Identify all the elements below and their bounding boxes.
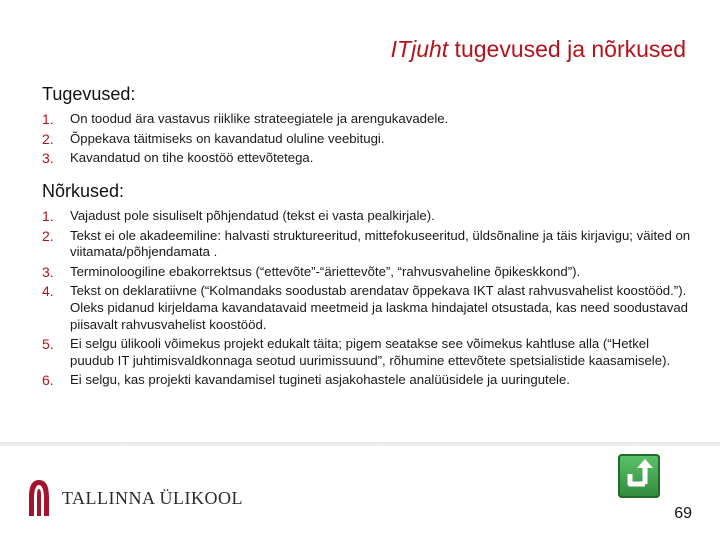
list-item [42,283,692,333]
weaknesses-list [42,208,692,392]
footer-divider [0,442,720,446]
item-text: Tekst on deklaratiivne (“Kolmandaks soodustab arendatav õppekava IKT alast rahvusvahelist koostööd.”). Oleks pidanud kirjeldama kavandatavaid meetmeid ja laskma hindajatel otsustada, kas need soodustavad piisavalt rahvusvahelist koostööd. [70,283,688,332]
item-text: Ei selgu, kas projekti kavandamisel tugineti asjakohastele analüüsidele ja uuringutele. [70,372,570,388]
return-button[interactable] [618,454,660,498]
item-text: Terminoloogiline ebakorrektsus (“ettevõte”-“äriettevõte”, “rahvusvaheline õpikeskkond”). [70,263,581,279]
item-number: 2. [42,227,54,244]
list-item [42,228,692,261]
item-number: 1. [42,111,54,127]
slide-title-italic: ITjuht [390,36,449,62]
item-text: Tekst ei ole akadeemiline: halvasti struktureeritud, mittefokuseeritud, üldsõnaline ja täis kirjavigu; väited on viitamata/põhjendamata . [70,227,691,260]
slide-title-rest: tugevused ja nõrkused [448,36,686,62]
university-logo [24,476,274,524]
strengths-list [42,111,692,170]
item-number: 3. [42,150,54,167]
item-text: Kavandatud on tihe koostöö ettevõtetega. [70,150,314,166]
list-item [42,264,692,281]
page-number: 69 [674,505,692,522]
list-item [42,150,692,167]
item-text: Õppekava täitmiseks on kavandatud oluline veebitugi. [70,130,385,146]
weaknesses-heading: Nõrkused: [42,181,125,201]
item-text: Vajadust pole sisuliselt põhjendatud (tekst ei vasta pealkirjale). [70,208,435,223]
strengths-heading: Tugevused: [42,84,136,104]
item-number: 6. [42,372,54,389]
item-text: On toodud ära vastavus riiklike strateegiatele ja arengukavadele. [70,111,449,126]
list-item [42,208,692,225]
item-text: Ei selgu ülikooli võimekus projekt edukalt täita; pigem seatakse see võimekus kahtluse alla (“Hetkel puudub IT juhtimisvaldkonnaga seotud uurimissuund”, rõhumine ettevõtete spetsialistide kaasamisele). [70,336,671,368]
item-number: 4. [42,283,54,300]
item-number: 1. [42,208,54,224]
item-number: 5. [42,336,54,353]
slide-title [391,36,686,63]
item-number: 2. [42,130,54,147]
item-number: 3. [42,263,54,280]
list-item [42,131,692,148]
logo-text: TALLINNA ÜLIKOOL [62,488,244,508]
list-item [42,111,692,128]
list-item [42,336,692,369]
return-arrow-icon [618,454,660,498]
list-item [42,372,692,389]
university-emblem-icon [24,476,54,520]
